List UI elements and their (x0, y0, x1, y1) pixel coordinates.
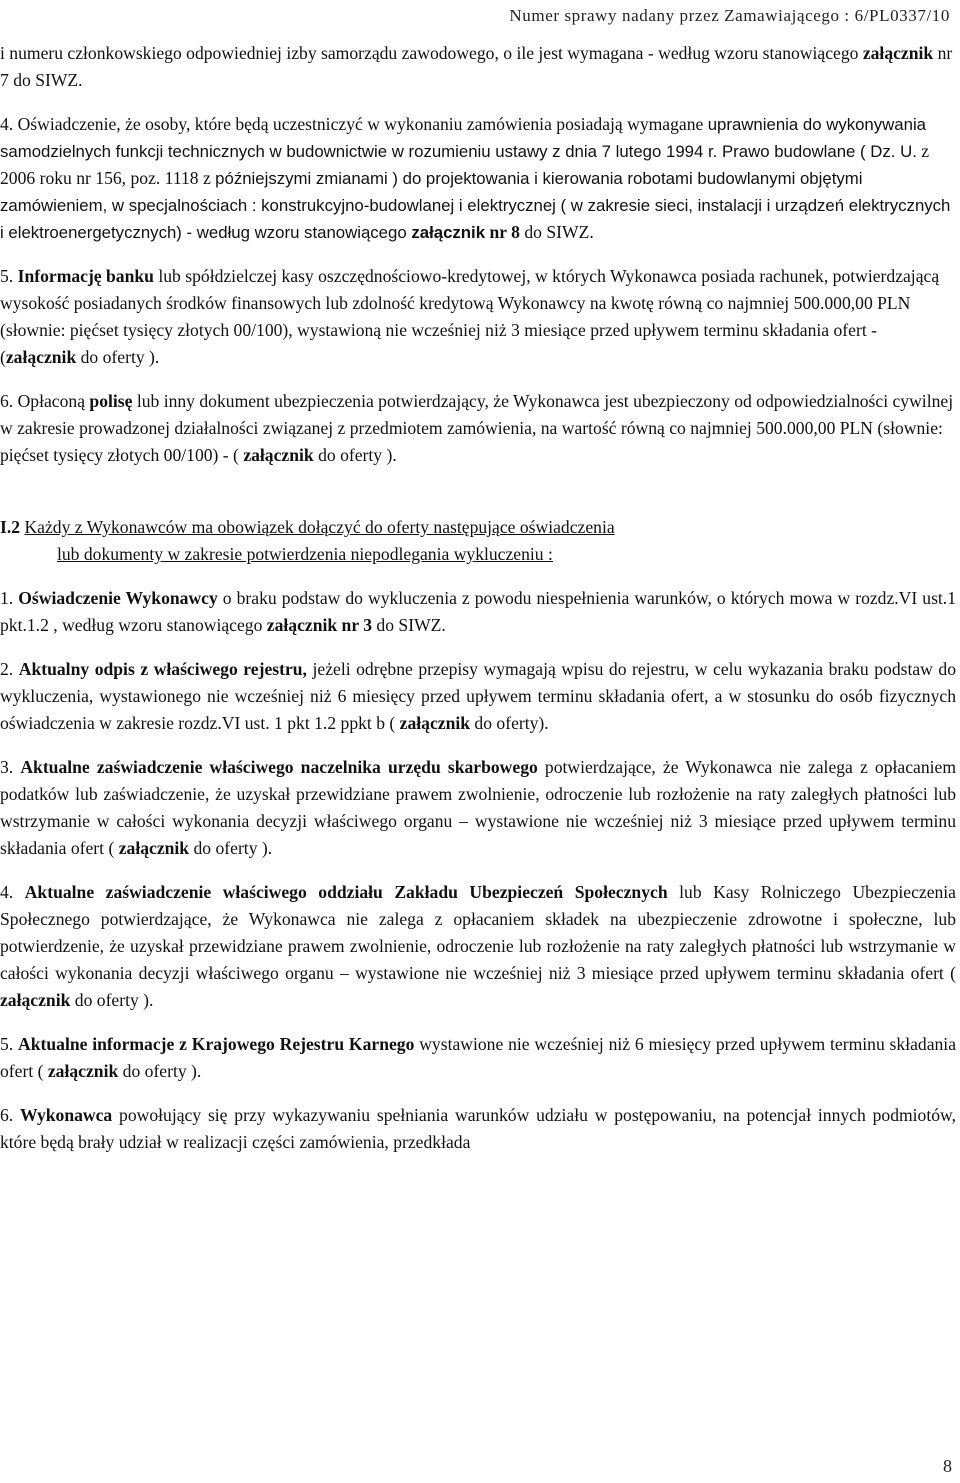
item-6-contractor (0, 1102, 956, 1156)
document-body (0, 40, 956, 1156)
p5-run-2: lub spółdzielczej kasy oszczędnościowo-kredytowej, w których Wykonawca posiada rachunek, potwierdzającą wysokość posiadanych środków finansowych lub zdolność kredytową Wykonawcy na kwotę równą co najmniej 500.000,00 PLN (słownie: pięćset tysięcy złotych 00/100), wystawioną nie wcześniej niż 3 miesiące przed upływem terminu składania ofert - ( (0, 266, 940, 367)
item-4-zus-certificate (0, 879, 956, 1014)
q2-run-2: jeżeli odrębne przepisy wymagają wpisu do rejestru, w celu wykazania braku podstaw do wykluczenia, wystawionego nie wcześniej niż 6 miesięcy przed upływem terminu składania ofert, a w stosunku do osób fizycznych oświadczenia w zakresie rozdz.VI ust. 1 pkt 1.2 ppkt b ( (0, 659, 956, 733)
q2-run-1: Aktualny odpis z właściwego rejestru, (18, 659, 307, 679)
p_intro-run-1: załącznik (862, 43, 934, 63)
q2-run-0: 2. (0, 659, 19, 679)
paragraph-4-qualifications (0, 111, 956, 246)
q1-run-2: o braku podstaw do wykluczenia z powodu niespełnienia warunków, o których mowa w rozdz.VI ust.1 pkt.1.2 , według wzoru stanowiącego (0, 588, 957, 635)
p4-run-1: uprawnienia do wykonywania samodzielnych funkcji technicznych w budownictwie w rozumieniu ustawy z dnia 7 lutego 1994 r. Prawo budowlane ( Dz. U. (0, 115, 927, 161)
item-5-criminal-record (0, 1031, 956, 1085)
q6-run-0: 6. (0, 1105, 21, 1125)
q3-run-1: Aktualne zaświadczenie właściwego naczelnika urzędu skarbowego (20, 757, 538, 777)
page-number: 8 (943, 1456, 952, 1476)
q3-run-0: 3. (0, 757, 21, 777)
section-heading-line2: lub dokumenty w zakresie potwierdzenia niepodlegania wykluczeniu : (57, 544, 553, 564)
q5-run-1: Aktualne informacje z Krajowego Rejestru Karnego (18, 1034, 415, 1054)
q4-run-2: lub Kasy Rolniczego Ubezpieczenia Społecznego potwierdzające, że Wykonawca nie zalega z opłacaniem składek na ubezpieczenie zdrowotne i społeczne, lub potwierdzenie, że uzyskał przewidziane prawem zwolnienie, odroczenie lub rozłożenie na raty zaległych płatności lub wstrzymanie w całości wykonania decyzji właściwego organu – wystawione nie wcześniej niż 3 miesiące przed upływem terminu składania ofert ( (0, 882, 956, 983)
section-heading-line1: Każdy z Wykonawców ma obowiązek dołączyć do oferty następujące oświadczenia (24, 517, 615, 537)
p6-run-4: do oferty ). (313, 445, 397, 465)
q5-run-0: 5. (0, 1034, 19, 1054)
p5-run-0: 5. (0, 266, 18, 286)
q3-run-3: załącznik (118, 838, 190, 858)
q4-run-4: do oferty ). (70, 990, 154, 1010)
p6-run-2: lub inny dokument ubezpieczenia potwierdzający, że Wykonawca jest ubezpieczony od odpowiedzialności cywilnej w zakresie prowadzonej działalności związanej z przedmiotem zamówienia, na wartość równą co najmniej 500.000,00 PLN (słownie: pięćset tysięcy złotych 00/100) - ( (0, 391, 954, 465)
case-number-header: Numer sprawy nadany przez Zamawiającego : 6/PL0337/10 (509, 6, 950, 25)
q6-run-1: Wykonawca (20, 1105, 113, 1125)
q5-run-3: załącznik (47, 1061, 119, 1081)
item-1-declaration (0, 585, 956, 639)
section-number: I.2 (0, 517, 21, 537)
p4-run-7: do SIWZ. (519, 222, 594, 242)
item-3-tax-certificate (0, 754, 956, 862)
p4-run-0: 4. Oświadczenie, że osoby, które będą uczestniczyć w wykonaniu zamówienia posiadają wymagane (0, 114, 708, 134)
p5-run-3: załącznik (5, 347, 77, 367)
p6-run-0: 6. Opłaconą (0, 391, 90, 411)
q5-run-2: wystawione nie wcześniej niż 6 miesięcy przed upływem terminu składania ofert ( (0, 1034, 957, 1081)
q4-run-1: Aktualne zaświadczenie właściwego oddziału Zakładu Ubezpieczeń Społecznych (24, 882, 668, 902)
item-2-register-extract (0, 656, 956, 737)
p_intro-run-0: i numeru członkowskiego odpowiedniej izby samorządu zawodowego, o ile jest wymagana - według wzoru stanowiącego (0, 43, 863, 63)
p6-run-1: polisę (89, 391, 133, 411)
p5-run-1: Informację banku (17, 266, 154, 286)
p6-run-3: załącznik (243, 445, 314, 465)
q1-run-4: do SIWZ. (372, 615, 446, 635)
p4-run-2: z 2006 roku nr 156, poz. 1118 z (0, 141, 930, 188)
p4-run-4: załącznik (411, 223, 486, 242)
q4-run-0: 4. (0, 882, 25, 902)
q6-run-2: powołujący się przy wykazywaniu spełniania warunków udziału w postępowaniu, na potencjał innych podmiotów, które będą brały udział w realizacji części zamówienia, przedkłada (0, 1105, 957, 1152)
q2-run-3: załącznik (399, 713, 471, 733)
p_intro-run-2: nr 7 do SIWZ. (0, 43, 953, 90)
q1-run-1: Oświadczenie Wykonawcy (18, 588, 218, 608)
p4-run-6: nr 8 (489, 222, 520, 242)
q1-run-0: 1. (0, 588, 19, 608)
q3-run-2: potwierdzające, że Wykonawca nie zalega z opłacaniem podatków lub zaświadczenie, że uzyskał przewidziane prawem zwolnienie, odroczenie lub rozłożenie na raty zaległych płatności lub wstrzymanie w całości wykonania decyzji właściwego organu – wystawione nie wcześniej niż 3 miesiące przed upływem terminu składania ofert ( (0, 757, 957, 858)
q2-run-4: do oferty). (470, 713, 549, 733)
paragraph-intro (0, 40, 956, 94)
q4-run-3: załącznik (0, 990, 71, 1010)
paragraph-5-bank-info (0, 263, 956, 371)
p5-run-4: do oferty ). (76, 347, 160, 367)
q3-run-4: do oferty ). (189, 838, 273, 858)
q5-run-4: do oferty ). (118, 1061, 202, 1081)
section-heading-i2 (0, 514, 956, 568)
paragraph-6-insurance-policy (0, 388, 956, 469)
p4-run-3: późniejszymi zmianami ) do projektowania i kierowania robotami budowlanymi objętymi zamówieniem, w specjalnościach : konstrukcyjno-budowlanej i elektrycznej ( w zakresie sieci, instalacji i urządzeń elektrycznych i elektroenergetycznych) - według wzoru stanowiącego (0, 169, 951, 242)
q1-run-3: załącznik nr 3 (266, 615, 373, 635)
